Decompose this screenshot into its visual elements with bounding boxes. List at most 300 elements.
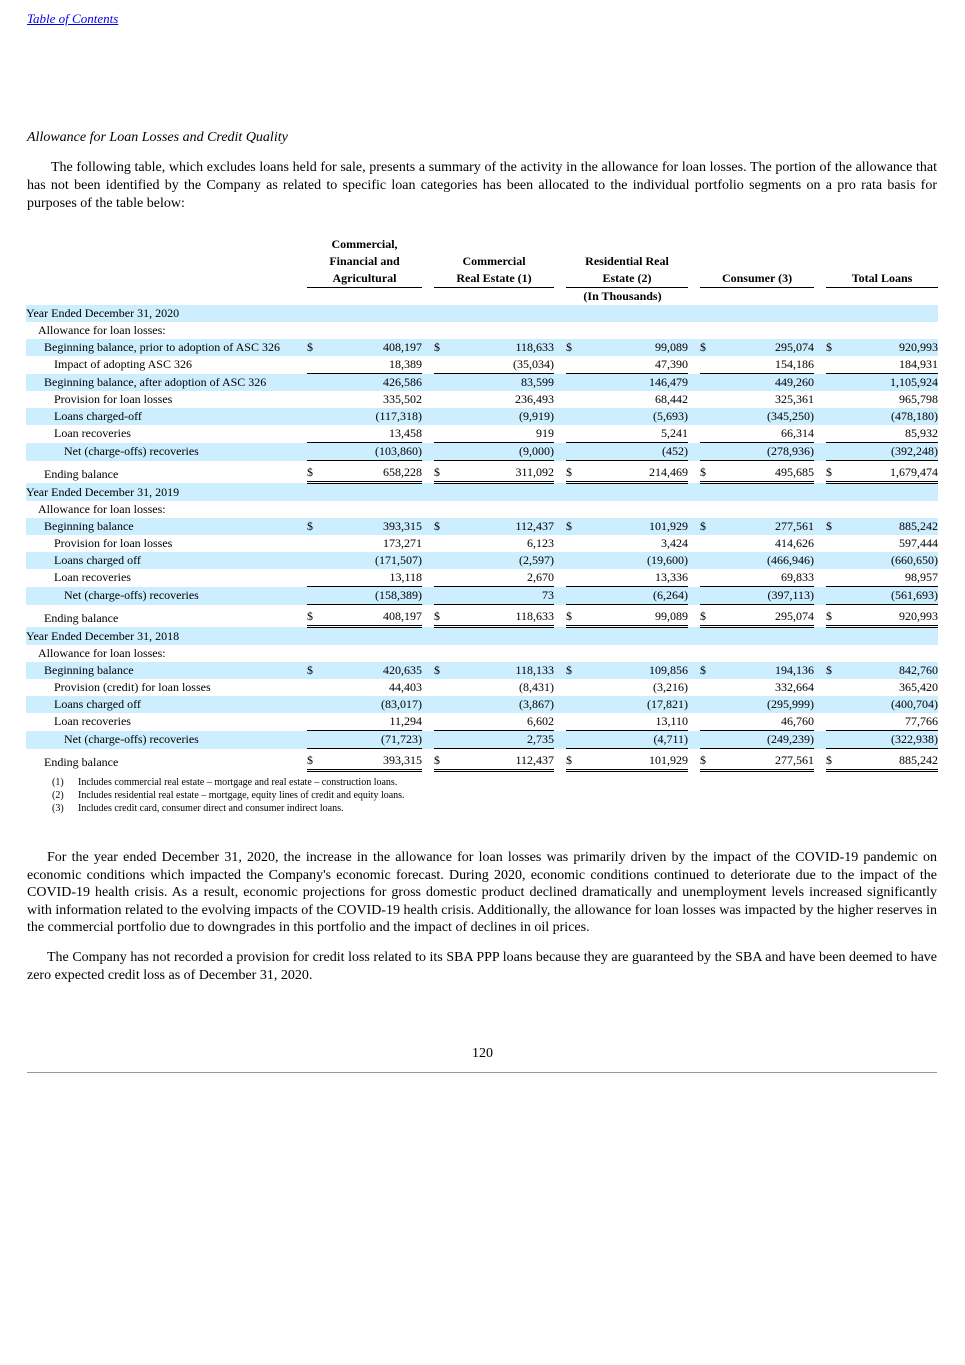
table-cell: 365,420 <box>899 680 939 694</box>
currency-symbol <box>826 569 840 587</box>
column-gap <box>554 569 566 587</box>
column-gap <box>688 339 700 356</box>
currency-symbol <box>434 569 448 587</box>
table-cell: 6,602 <box>448 713 554 731</box>
column-gap <box>554 425 566 443</box>
column-gap <box>814 391 826 408</box>
table-cell: 184,931 <box>840 356 938 374</box>
table-cell: 99,089 <box>580 605 688 627</box>
column-gap <box>814 443 826 461</box>
currency-symbol: $ <box>307 749 321 771</box>
table-row <box>26 749 938 771</box>
currency-symbol <box>566 356 580 374</box>
column-gap <box>554 356 566 374</box>
column-gap <box>688 662 700 679</box>
column-gap <box>422 535 434 552</box>
column-gap <box>422 605 434 627</box>
column-gap <box>688 356 700 374</box>
currency-symbol <box>700 425 714 443</box>
column-gap <box>688 391 700 408</box>
table-cell: 173,271 <box>383 536 422 550</box>
column-gap <box>554 713 566 731</box>
table-cell: 109,856 <box>580 662 688 679</box>
currency-symbol <box>307 731 321 749</box>
table-row <box>26 605 938 627</box>
currency-symbol <box>434 679 448 696</box>
table-cell: 332,664 <box>775 680 815 694</box>
table-cell: 2,735 <box>448 731 554 749</box>
row-label: Ending balance <box>44 466 119 481</box>
currency-symbol: $ <box>307 605 321 627</box>
page-divider <box>27 1072 937 1073</box>
section-subtitle-row <box>26 645 938 662</box>
currency-symbol <box>307 587 321 605</box>
table-cell: 920,993 <box>840 605 938 627</box>
table-cell: (171,507) <box>321 552 422 569</box>
section-title-row <box>26 483 938 502</box>
row-label: Impact of adopting ASC 326 <box>54 357 192 372</box>
table-cell: (19,600) <box>580 552 688 569</box>
column-gap <box>814 587 826 605</box>
row-label: Beginning balance <box>26 518 307 535</box>
column-gap <box>554 443 566 461</box>
table-cell: 236,493 <box>515 392 554 406</box>
column-header: Consumer (3) <box>700 236 814 288</box>
table-cell: 66,314 <box>714 425 814 443</box>
table-cell: (561,693) <box>840 587 938 605</box>
currency-symbol: $ <box>434 662 448 679</box>
table-row <box>26 731 938 749</box>
currency-symbol: $ <box>307 461 321 483</box>
table-cell: 101,929 <box>580 749 688 771</box>
table-cell: (17,821) <box>580 696 688 713</box>
table-cell: 335,502 <box>383 392 422 406</box>
column-gap <box>554 374 566 392</box>
currency-symbol <box>826 731 840 749</box>
row-label: Loan recoveries <box>54 426 131 441</box>
row-label: Provision for loan losses <box>54 536 173 550</box>
currency-symbol: $ <box>566 461 580 483</box>
column-gap <box>814 408 826 425</box>
table-cell: 3,424 <box>661 536 688 550</box>
table-header-row <box>26 236 938 288</box>
section-title: Year Ended December 31, 2020 <box>26 305 938 322</box>
column-gap <box>814 518 826 535</box>
column-gap <box>688 443 700 461</box>
column-gap <box>814 662 826 679</box>
currency-symbol <box>700 443 714 461</box>
column-gap <box>422 587 434 605</box>
currency-symbol <box>700 552 714 569</box>
column-gap <box>814 749 826 771</box>
table-cell: 77,766 <box>840 713 938 731</box>
column-gap <box>422 679 434 696</box>
units-label: (In Thousands) <box>583 289 662 303</box>
currency-symbol: $ <box>307 339 321 356</box>
currency-symbol: $ <box>700 662 714 679</box>
table-cell: (3,216) <box>653 680 688 694</box>
row-label: Beginning balance, after adoption of ASC 326 <box>26 374 307 392</box>
table-cell: 6,123 <box>527 536 554 550</box>
table-row <box>26 679 938 696</box>
column-gap <box>688 425 700 443</box>
currency-symbol: $ <box>826 662 840 679</box>
table-cell: (2,597) <box>448 552 554 569</box>
column-gap <box>814 374 826 392</box>
table-cell: 47,390 <box>580 356 688 374</box>
column-gap <box>688 679 700 696</box>
column-gap <box>422 518 434 535</box>
currency-symbol <box>826 443 840 461</box>
currency-symbol <box>307 713 321 731</box>
currency-symbol <box>434 443 448 461</box>
column-gap <box>554 749 566 771</box>
currency-symbol: $ <box>826 518 840 535</box>
currency-symbol <box>307 356 321 374</box>
currency-symbol <box>566 731 580 749</box>
currency-symbol <box>700 535 714 552</box>
row-label: Loan recoveries <box>54 570 131 585</box>
row-label: Ending balance <box>44 754 119 769</box>
column-gap <box>814 461 826 483</box>
column-gap <box>688 696 700 713</box>
currency-symbol <box>700 374 714 392</box>
table-cell: (5,693) <box>580 408 688 425</box>
table-cell: 98,957 <box>840 569 938 587</box>
currency-symbol <box>826 408 840 425</box>
table-row <box>26 356 938 374</box>
section-title-row <box>26 627 938 646</box>
table-cell: 118,633 <box>448 339 554 356</box>
currency-symbol <box>307 569 321 587</box>
currency-symbol <box>307 425 321 443</box>
column-gap <box>688 535 700 552</box>
table-cell: 449,260 <box>714 374 814 392</box>
column-gap <box>554 535 566 552</box>
column-gap <box>814 731 826 749</box>
column-gap <box>688 552 700 569</box>
column-gap <box>422 425 434 443</box>
table-cell: 408,197 <box>321 339 422 356</box>
table-cell: 842,760 <box>840 662 938 679</box>
table-row <box>26 443 938 461</box>
currency-symbol <box>434 356 448 374</box>
table-cell: 154,186 <box>714 356 814 374</box>
currency-symbol <box>826 374 840 392</box>
currency-symbol <box>826 552 840 569</box>
column-gap <box>554 662 566 679</box>
table-of-contents-link[interactable]: Table of Contents <box>27 11 119 26</box>
table-cell: 68,442 <box>655 392 688 406</box>
currency-symbol <box>307 443 321 461</box>
table-cell: (103,860) <box>321 443 422 461</box>
table-row <box>26 518 938 535</box>
table-cell: 277,561 <box>714 749 814 771</box>
currency-symbol <box>826 679 840 696</box>
table-cell: 13,336 <box>580 569 688 587</box>
currency-symbol <box>566 569 580 587</box>
row-label: Loan recoveries <box>54 714 131 729</box>
currency-symbol <box>307 408 321 425</box>
table-cell: 920,993 <box>840 339 938 356</box>
currency-symbol: $ <box>566 662 580 679</box>
currency-symbol <box>826 713 840 731</box>
currency-symbol: $ <box>434 749 448 771</box>
currency-symbol <box>566 374 580 392</box>
table-row <box>26 339 938 356</box>
column-gap <box>422 696 434 713</box>
currency-symbol <box>434 391 448 408</box>
table-cell: 85,932 <box>840 425 938 443</box>
column-gap <box>814 356 826 374</box>
column-gap <box>688 605 700 627</box>
currency-symbol <box>700 731 714 749</box>
table-row <box>26 425 938 443</box>
table-cell: 83,599 <box>448 374 554 392</box>
table-row <box>26 535 938 552</box>
page-number: 120 <box>472 1046 493 1061</box>
column-gap <box>814 552 826 569</box>
column-header: Commercial Real Estate (1) <box>434 236 554 288</box>
table-cell: (83,017) <box>321 696 422 713</box>
table-cell: 1,679,474 <box>840 461 938 483</box>
currency-symbol <box>566 587 580 605</box>
section-title: Year Ended December 31, 2019 <box>26 483 938 502</box>
column-gap <box>688 713 700 731</box>
table-row <box>26 391 938 408</box>
intro-paragraph: The following table, which excludes loans held for sale, presents a summary of the activity in the allowance for loan losses. The portion of the allowance that has not been identified by the Company as related to specific loan categories has been allocated to the individual portfolio segments on a pro rata basis for purposes of the table below: <box>27 160 937 211</box>
column-gap <box>814 696 826 713</box>
table-row <box>26 374 938 392</box>
currency-symbol <box>700 679 714 696</box>
currency-symbol: $ <box>700 339 714 356</box>
table-row <box>26 713 938 731</box>
currency-symbol: $ <box>566 339 580 356</box>
allowance-table <box>26 236 938 772</box>
column-gap <box>554 696 566 713</box>
column-gap <box>554 408 566 425</box>
table-cell: 658,228 <box>321 461 422 483</box>
currency-symbol <box>566 552 580 569</box>
table-cell: 277,561 <box>714 518 814 535</box>
column-gap <box>422 461 434 483</box>
table-cell: (158,389) <box>321 587 422 605</box>
row-label: Loans charged off <box>26 696 307 713</box>
column-gap <box>554 587 566 605</box>
currency-symbol: $ <box>566 518 580 535</box>
column-gap <box>688 461 700 483</box>
footnotes <box>52 776 405 815</box>
table-cell: 13,110 <box>580 713 688 731</box>
table-cell: 214,469 <box>580 461 688 483</box>
table-cell: 99,089 <box>580 339 688 356</box>
row-label: Beginning balance, prior to adoption of ASC 326 <box>26 339 307 356</box>
table-row <box>26 408 938 425</box>
currency-symbol <box>566 391 580 408</box>
table-cell: 597,444 <box>899 536 939 550</box>
table-cell: (8,431) <box>519 680 554 694</box>
column-gap <box>814 569 826 587</box>
currency-symbol: $ <box>826 461 840 483</box>
currency-symbol: $ <box>826 605 840 627</box>
row-label: Loans charged-off <box>26 408 307 425</box>
table-cell: 295,074 <box>714 605 814 627</box>
table-cell: 965,798 <box>899 392 939 406</box>
currency-symbol <box>700 696 714 713</box>
row-label: Beginning balance <box>26 662 307 679</box>
table-cell: 13,118 <box>321 569 422 587</box>
table-row <box>26 461 938 483</box>
table-cell: 393,315 <box>321 518 422 535</box>
currency-symbol <box>826 587 840 605</box>
section-title: Allowance for Loan Losses and Credit Quality <box>27 130 288 145</box>
table-cell: (117,318) <box>321 408 422 425</box>
column-gap <box>422 749 434 771</box>
table-cell: 393,315 <box>321 749 422 771</box>
column-gap <box>554 679 566 696</box>
column-header: Residential Real Estate (2) <box>566 236 688 288</box>
column-gap <box>422 408 434 425</box>
column-gap <box>814 713 826 731</box>
table-row <box>26 569 938 587</box>
column-gap <box>554 518 566 535</box>
currency-symbol <box>700 408 714 425</box>
table-row <box>26 587 938 605</box>
row-label: Provision for loan losses <box>54 392 173 406</box>
section-subtitle-row <box>26 501 938 518</box>
section-subtitle: Allowance for loan losses: <box>38 502 166 516</box>
table-cell: (278,936) <box>714 443 814 461</box>
table-cell: (660,650) <box>840 552 938 569</box>
column-gap <box>554 391 566 408</box>
currency-symbol <box>434 731 448 749</box>
table-row <box>26 696 938 713</box>
table-cell: 118,633 <box>448 605 554 627</box>
column-gap <box>554 731 566 749</box>
currency-symbol <box>826 356 840 374</box>
table-cell: 13,458 <box>321 425 422 443</box>
currency-symbol <box>826 391 840 408</box>
table-cell: 2,670 <box>448 569 554 587</box>
column-gap <box>422 443 434 461</box>
currency-symbol: $ <box>826 339 840 356</box>
currency-symbol <box>826 535 840 552</box>
table-cell: 194,136 <box>714 662 814 679</box>
table-cell: 919 <box>448 425 554 443</box>
currency-symbol <box>434 535 448 552</box>
currency-symbol: $ <box>700 461 714 483</box>
currency-symbol <box>700 391 714 408</box>
table-cell: (249,239) <box>714 731 814 749</box>
table-cell: (345,250) <box>714 408 814 425</box>
column-gap <box>554 605 566 627</box>
table-cell: 414,626 <box>775 536 815 550</box>
currency-symbol: $ <box>826 749 840 771</box>
table-cell: 112,437 <box>448 518 554 535</box>
column-header: Commercial, Financial and Agricultural <box>307 236 422 288</box>
column-gap <box>422 339 434 356</box>
currency-symbol: $ <box>307 518 321 535</box>
table-cell: (452) <box>580 443 688 461</box>
column-gap <box>688 374 700 392</box>
column-gap <box>422 356 434 374</box>
currency-symbol <box>566 425 580 443</box>
column-gap <box>688 749 700 771</box>
column-gap <box>422 662 434 679</box>
currency-symbol: $ <box>700 749 714 771</box>
table-cell: (397,113) <box>714 587 814 605</box>
column-gap <box>422 552 434 569</box>
column-gap <box>814 535 826 552</box>
table-cell: (6,264) <box>580 587 688 605</box>
column-gap <box>688 518 700 535</box>
column-gap <box>422 731 434 749</box>
currency-symbol <box>566 713 580 731</box>
table-cell: 11,294 <box>321 713 422 731</box>
column-gap <box>688 587 700 605</box>
units-row <box>26 288 938 306</box>
table-cell: 311,092 <box>448 461 554 483</box>
currency-symbol <box>566 443 580 461</box>
table-cell: 295,074 <box>714 339 814 356</box>
column-gap <box>422 569 434 587</box>
table-cell: (392,248) <box>840 443 938 461</box>
currency-symbol: $ <box>434 461 448 483</box>
column-gap <box>688 731 700 749</box>
table-cell: 46,760 <box>714 713 814 731</box>
table-cell: (35,034) <box>448 356 554 374</box>
table-row <box>26 662 938 679</box>
table-cell: 18,389 <box>321 356 422 374</box>
table-cell: (466,946) <box>714 552 814 569</box>
row-label: Net (charge-offs) recoveries <box>26 731 307 749</box>
section-subtitle: Allowance for loan losses: <box>38 323 166 337</box>
currency-symbol <box>434 408 448 425</box>
currency-symbol <box>434 696 448 713</box>
table-cell: 73 <box>448 587 554 605</box>
currency-symbol <box>307 552 321 569</box>
currency-symbol <box>826 425 840 443</box>
column-gap <box>554 339 566 356</box>
column-gap <box>554 461 566 483</box>
table-cell: (9,919) <box>448 408 554 425</box>
currency-symbol <box>566 679 580 696</box>
row-label: Ending balance <box>44 610 119 625</box>
table-cell: 325,361 <box>775 392 815 406</box>
column-gap <box>688 408 700 425</box>
currency-symbol: $ <box>700 605 714 627</box>
footnote: (1) Includes commercial real estate – mortgage and real estate – construction loans. <box>52 777 398 788</box>
column-gap <box>554 552 566 569</box>
section-title: Year Ended December 31, 2018 <box>26 627 938 646</box>
currency-symbol: $ <box>307 662 321 679</box>
currency-symbol <box>434 374 448 392</box>
table-cell: (322,938) <box>840 731 938 749</box>
currency-symbol <box>434 552 448 569</box>
column-gap <box>422 713 434 731</box>
table-cell: 101,929 <box>580 518 688 535</box>
table-cell: (478,180) <box>840 408 938 425</box>
currency-symbol <box>700 587 714 605</box>
column-gap <box>814 679 826 696</box>
currency-symbol <box>307 374 321 392</box>
table-cell: 426,586 <box>321 374 422 392</box>
table-cell: 146,479 <box>580 374 688 392</box>
table-cell: 69,833 <box>714 569 814 587</box>
table-cell: 408,197 <box>321 605 422 627</box>
column-gap <box>422 391 434 408</box>
currency-symbol <box>307 535 321 552</box>
